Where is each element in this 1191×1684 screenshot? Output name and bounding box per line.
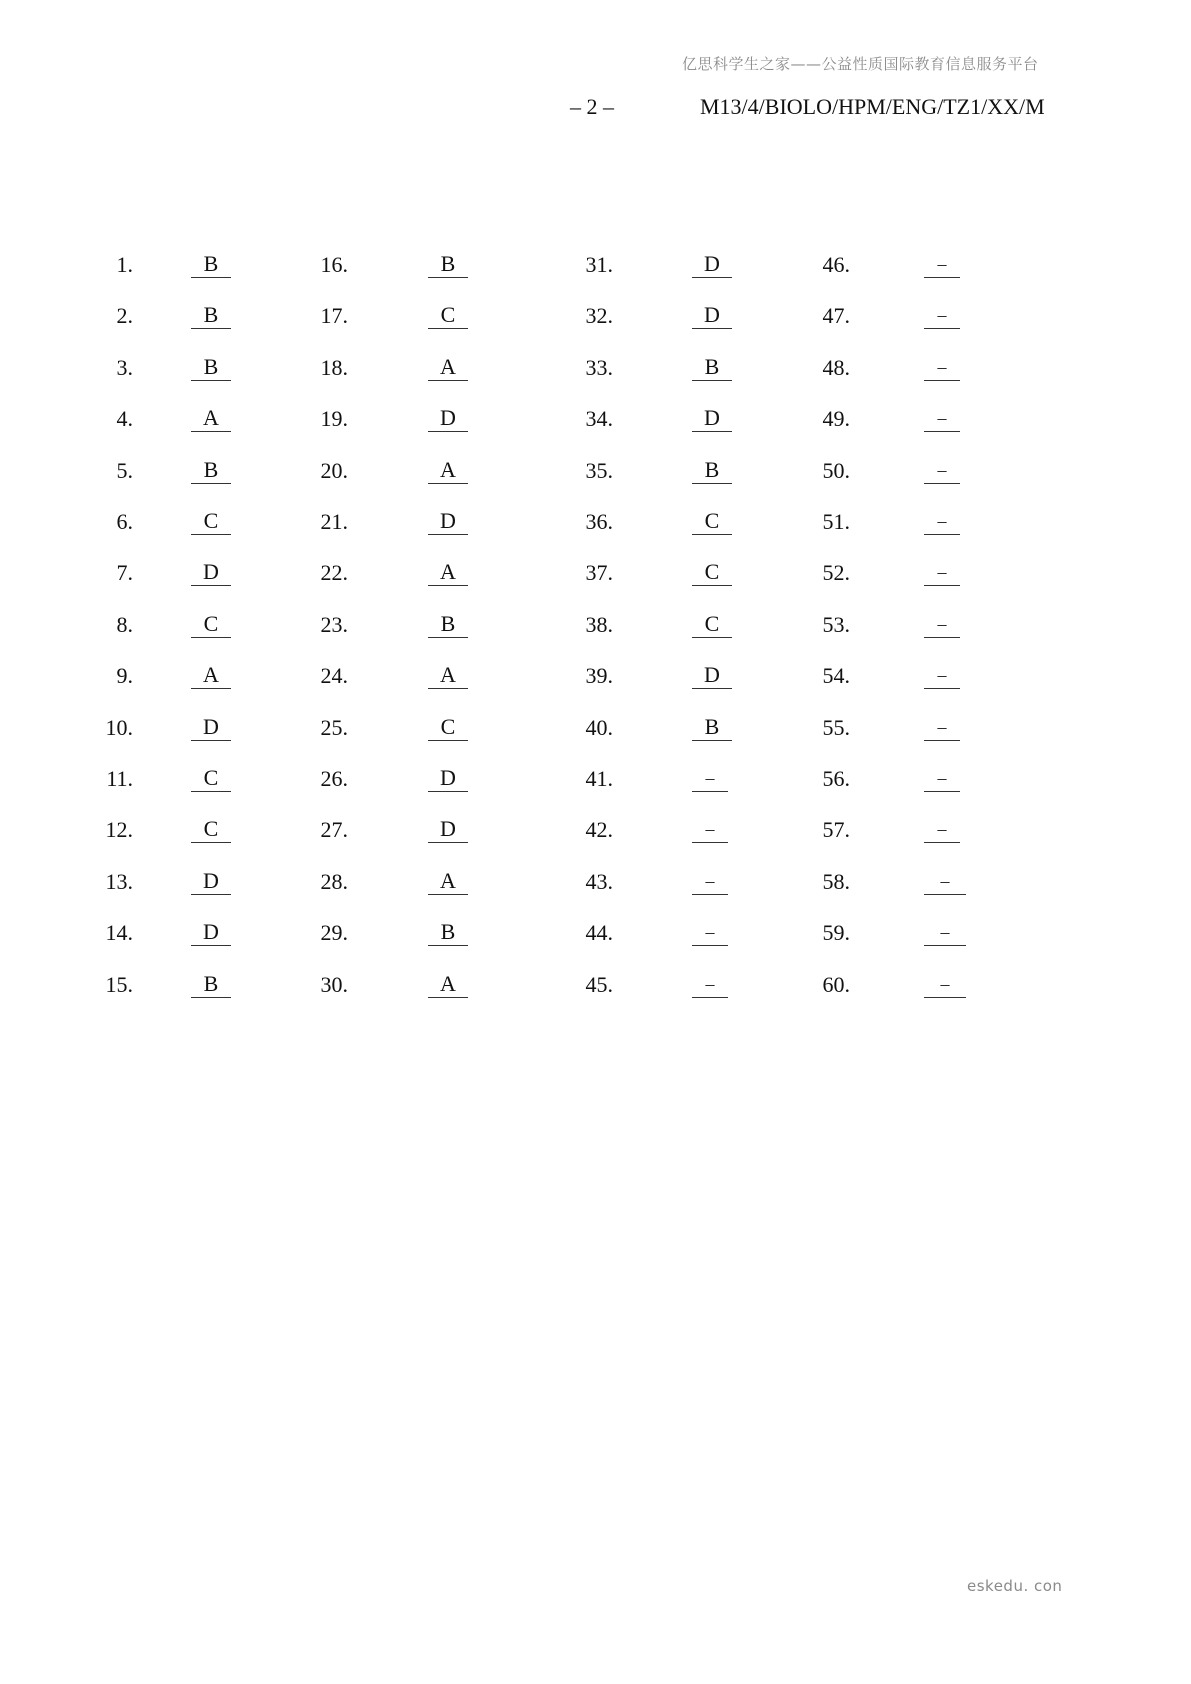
- question-number: 37.: [585, 560, 613, 586]
- watermark-bottom: eskedu. con: [967, 1577, 1063, 1595]
- question-number: 5.: [116, 457, 133, 483]
- question-number: 11.: [106, 766, 133, 791]
- answer-value: D: [692, 406, 732, 432]
- answer-value: B: [428, 252, 468, 278]
- question-number: 45.: [585, 971, 613, 997]
- answer-row: [0, 612, 1191, 668]
- answer-value: D: [692, 663, 732, 689]
- question-number: 15.: [105, 971, 133, 997]
- answer-value: –: [692, 869, 728, 895]
- answer-value: D: [428, 406, 468, 432]
- answer-value: B: [692, 715, 732, 741]
- answer-value: A: [428, 560, 468, 586]
- question-number: 47.: [822, 303, 850, 329]
- answer-value: D: [428, 766, 468, 792]
- answer-value: –: [924, 406, 960, 432]
- answer-value: C: [428, 303, 468, 329]
- question-number: 42.: [585, 817, 613, 843]
- answer-value: C: [692, 509, 732, 535]
- question-number: 54.: [822, 663, 850, 689]
- question-number: 14.: [105, 920, 133, 946]
- question-number: 32.: [585, 303, 613, 329]
- answer-value: C: [191, 817, 231, 843]
- question-number: 6.: [116, 509, 133, 534]
- answer-row: [0, 458, 1191, 514]
- question-number: 9.: [116, 663, 133, 689]
- answer-value: –: [924, 766, 960, 792]
- question-number: 26.: [320, 766, 348, 791]
- question-number: 41.: [585, 766, 613, 791]
- answer-row: [0, 252, 1191, 308]
- question-number: 18.: [320, 354, 348, 380]
- question-number: 46.: [822, 252, 850, 277]
- answer-value: –: [924, 817, 960, 843]
- question-number: 16.: [320, 252, 348, 277]
- answer-value: –: [924, 715, 960, 741]
- question-number: 29.: [320, 920, 348, 946]
- watermark-top: 亿思科学生之家——公益性质国际教育信息服务平台: [682, 55, 1039, 73]
- answer-value: D: [692, 252, 732, 278]
- question-number: 53.: [822, 611, 850, 637]
- question-number: 38.: [585, 611, 613, 637]
- question-number: 43.: [585, 868, 613, 894]
- answer-value: A: [191, 406, 231, 432]
- answer-value: B: [191, 252, 231, 278]
- answer-row: [0, 715, 1191, 771]
- question-number: 44.: [585, 920, 613, 946]
- question-number: 12.: [105, 817, 133, 843]
- answer-value: A: [428, 663, 468, 689]
- question-number: 4.: [116, 406, 133, 432]
- answer-value: C: [191, 766, 231, 792]
- question-number: 59.: [822, 920, 850, 946]
- question-number: 7.: [116, 560, 133, 586]
- answer-value: A: [428, 355, 468, 381]
- answer-value: –: [924, 612, 960, 638]
- question-number: 24.: [320, 663, 348, 689]
- answer-value: B: [191, 972, 231, 998]
- question-number: 55.: [822, 714, 850, 740]
- answer-value: –: [924, 972, 966, 998]
- question-number: 57.: [822, 817, 850, 843]
- answer-row: [0, 406, 1191, 462]
- answer-value: A: [191, 663, 231, 689]
- answer-value: –: [924, 560, 960, 586]
- answer-row: [0, 303, 1191, 359]
- answer-value: –: [692, 972, 728, 998]
- answer-value: D: [191, 715, 231, 741]
- question-number: 10.: [105, 714, 133, 740]
- question-number: 39.: [585, 663, 613, 689]
- question-number: 23.: [320, 611, 348, 637]
- answer-value: C: [191, 509, 231, 535]
- answer-row: [0, 869, 1191, 925]
- answer-value: B: [692, 458, 732, 484]
- answer-value: C: [428, 715, 468, 741]
- question-number: 34.: [585, 406, 613, 432]
- answer-value: B: [191, 303, 231, 329]
- question-number: 20.: [320, 457, 348, 483]
- question-number: 51.: [822, 509, 850, 534]
- answer-value: –: [924, 252, 960, 278]
- question-number: 35.: [585, 457, 613, 483]
- question-number: 22.: [320, 560, 348, 586]
- question-number: 3.: [116, 354, 133, 380]
- question-number: 30.: [320, 971, 348, 997]
- answer-value: B: [191, 458, 231, 484]
- question-number: 52.: [822, 560, 850, 586]
- question-number: 19.: [320, 406, 348, 432]
- answer-value: A: [428, 458, 468, 484]
- question-number: 40.: [585, 714, 613, 740]
- answer-value: –: [924, 458, 960, 484]
- paper-code: M13/4/BIOLO/HPM/ENG/TZ1/XX/M: [700, 94, 1045, 119]
- answer-value: –: [692, 817, 728, 843]
- question-number: 8.: [116, 611, 133, 637]
- answer-value: –: [924, 869, 966, 895]
- answer-value: B: [692, 355, 732, 381]
- question-number: 60.: [822, 971, 850, 997]
- answer-value: A: [428, 869, 468, 895]
- answer-row: [0, 560, 1191, 616]
- answer-row: [0, 920, 1191, 976]
- question-number: 33.: [585, 354, 613, 380]
- question-number: 13.: [105, 868, 133, 894]
- answer-row: [0, 663, 1191, 719]
- question-number: 25.: [320, 714, 348, 740]
- answer-value: C: [191, 612, 231, 638]
- answer-row: [0, 509, 1191, 565]
- question-number: 21.: [320, 509, 348, 534]
- answer-value: D: [428, 817, 468, 843]
- answer-value: –: [924, 663, 960, 689]
- question-number: 48.: [822, 354, 850, 380]
- answer-row: [0, 972, 1191, 1028]
- question-number: 2.: [116, 303, 133, 329]
- question-number: 1.: [116, 252, 133, 277]
- answer-value: –: [692, 920, 728, 946]
- question-number: 31.: [585, 252, 613, 277]
- answer-value: D: [191, 560, 231, 586]
- question-number: 49.: [822, 406, 850, 432]
- question-number: 27.: [320, 817, 348, 843]
- answer-value: B: [428, 612, 468, 638]
- answer-value: –: [924, 920, 966, 946]
- question-number: 58.: [822, 868, 850, 894]
- answer-value: C: [692, 560, 732, 586]
- answer-row: [0, 766, 1191, 822]
- question-number: 17.: [320, 303, 348, 329]
- question-number: 36.: [585, 509, 613, 534]
- page-number: – 2 –: [570, 94, 614, 119]
- answer-value: –: [924, 303, 960, 329]
- answer-value: D: [191, 920, 231, 946]
- answer-value: –: [924, 509, 960, 535]
- answer-value: D: [191, 869, 231, 895]
- question-number: 50.: [822, 457, 850, 483]
- answer-value: B: [428, 920, 468, 946]
- answer-value: C: [692, 612, 732, 638]
- answer-value: –: [692, 766, 728, 792]
- answer-value: –: [924, 355, 960, 381]
- answer-value: D: [428, 509, 468, 535]
- question-number: 56.: [822, 766, 850, 791]
- answer-value: D: [692, 303, 732, 329]
- answer-value: B: [191, 355, 231, 381]
- page-header: [0, 94, 1191, 124]
- answer-value: A: [428, 972, 468, 998]
- question-number: 28.: [320, 868, 348, 894]
- answer-row: [0, 817, 1191, 873]
- answer-row: [0, 355, 1191, 411]
